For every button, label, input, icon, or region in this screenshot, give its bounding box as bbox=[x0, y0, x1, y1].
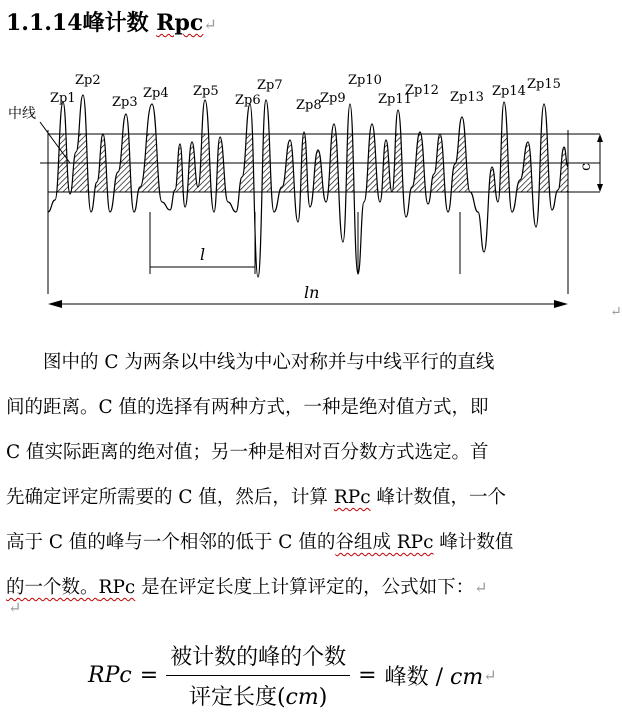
peak-label-zp1: Zp1 bbox=[50, 91, 76, 106]
peak-label-zp9: Zp9 bbox=[320, 91, 346, 106]
rpc-formula bbox=[88, 640, 497, 710]
c-label: c bbox=[578, 163, 594, 171]
section-heading bbox=[6, 6, 217, 37]
peak-label-zp5: Zp5 bbox=[193, 84, 219, 99]
ln-arrow-right bbox=[554, 300, 568, 308]
paragraph-mark: ↵ bbox=[8, 598, 22, 617]
peak-label-zp11: Zp11 bbox=[378, 92, 412, 107]
peak-label-zp10: Zp10 bbox=[348, 73, 382, 88]
peak-label-zp4: Zp4 bbox=[143, 86, 169, 101]
formula-equals: = bbox=[139, 662, 159, 688]
formula-rhs: 峰数 / cm bbox=[384, 664, 484, 690]
formula-numerator: 被计数的峰的个数 bbox=[166, 640, 350, 676]
ln-label: ln bbox=[304, 283, 320, 302]
paragraph-line: 的一个数。RPc 是在评定长度上计算评定的，公式如下：↵ bbox=[6, 577, 488, 598]
peak-label-zp3: Zp3 bbox=[112, 95, 138, 110]
paragraph-mark: ↵ bbox=[483, 665, 497, 685]
paragraph-line: C 值实际距离的绝对值；另一种是相对百分数方式选定。首 bbox=[6, 442, 489, 463]
formula-lhs: RPc bbox=[88, 662, 132, 688]
paragraph-line: 高于 C 值的峰与一个相邻的低于 C 值的谷组成 RPc 峰计数值 bbox=[6, 532, 514, 553]
paragraph-mark: ↵ bbox=[203, 15, 217, 34]
peak-label-zp12: Zp12 bbox=[405, 83, 439, 98]
paragraph-line: 间的距离。C 值的选择有两种方式，一种是绝对值方式，即 bbox=[6, 397, 489, 418]
peak-label-zp14: Zp14 bbox=[492, 84, 526, 99]
paragraph-mark: ↵ bbox=[610, 304, 622, 320]
formula-denominator: 评定长度(cm) bbox=[188, 684, 328, 710]
peak-label-zp6: Zp6 bbox=[235, 93, 261, 108]
c-arrow-up bbox=[597, 134, 603, 142]
description-paragraph bbox=[6, 340, 566, 610]
mid-line-label: 中线 bbox=[8, 106, 36, 122]
section-number: 1.1.14 bbox=[6, 10, 83, 36]
peak-label-zp8: Zp8 bbox=[296, 98, 322, 113]
paragraph-mark: ↵ bbox=[474, 578, 488, 597]
peak-label-zp7: Zp7 bbox=[257, 78, 283, 93]
paragraph-line: 图中的 C 为两条以中线为中心对称并与中线平行的直线 bbox=[43, 352, 495, 373]
section-title-cn: 峰计数 bbox=[82, 10, 149, 36]
peak-label-zp15: Zp15 bbox=[527, 77, 561, 92]
ln-arrow-left bbox=[48, 300, 62, 308]
section-title-rpc: Rpc bbox=[156, 10, 204, 36]
peak-label-zp13: Zp13 bbox=[450, 90, 484, 105]
peak-label-zp2: Zp2 bbox=[75, 73, 101, 88]
rpc-profile-diagram bbox=[0, 62, 622, 312]
paragraph-line: 先确定评定所需要的 C 值，然后，计算 RPc 峰计数值，一个 bbox=[6, 487, 506, 508]
l-label: l bbox=[200, 245, 206, 264]
formula-fraction bbox=[166, 640, 350, 711]
c-arrow-down bbox=[597, 184, 603, 192]
formula-equals: = bbox=[358, 662, 377, 688]
